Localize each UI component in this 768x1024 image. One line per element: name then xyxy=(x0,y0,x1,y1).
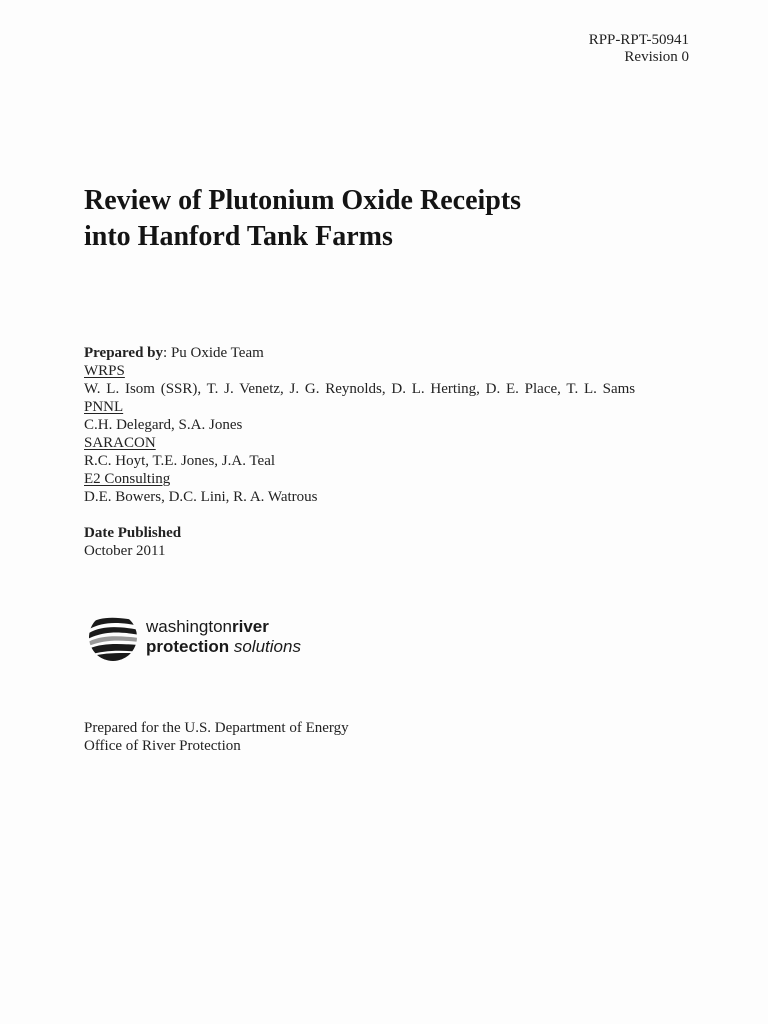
org-wrps-names: W. L. Isom (SSR), T. J. Venetz, J. G. Reynolds, D. L. Herting, D. E. Place, T. L. Sams xyxy=(84,381,636,397)
title-line-2: into Hanford Tank Farms xyxy=(84,221,393,252)
document-number: RPP-RPT-50941 xyxy=(588,32,689,48)
org-pnnl-names: C.H. Delegard, S.A. Jones xyxy=(84,417,243,433)
document-revision: Revision 0 xyxy=(624,49,689,65)
prepared-for-line-1: Prepared for the U.S. Department of Energy xyxy=(84,720,349,736)
date-published-value: October 2011 xyxy=(84,543,166,559)
logo-word-protection: protection xyxy=(146,637,230,656)
logo-word-washington: washington xyxy=(146,617,233,636)
logo-row-2 xyxy=(146,637,301,657)
org-e2-consulting-names: D.E. Bowers, D.C. Lini, R. A. Watrous xyxy=(84,489,318,505)
logo-wordmark xyxy=(146,617,301,657)
logo-word-solutions: solutions xyxy=(233,637,301,656)
prepared-by-value: Pu Oxide Team xyxy=(167,345,264,361)
wrps-logo xyxy=(88,608,301,666)
prepared-by-label: Prepared by xyxy=(84,345,164,361)
logo-row-1 xyxy=(146,617,301,637)
prepared-for-line-2: Office of River Protection xyxy=(84,738,241,754)
document-title xyxy=(84,183,684,255)
prepared-by-separator: : xyxy=(163,345,168,361)
org-saracon-names: R.C. Hoyt, T.E. Jones, J.A. Teal xyxy=(84,453,276,469)
prepared-by-section xyxy=(84,344,635,506)
prepared-by-line xyxy=(84,344,635,362)
org-wrps: WRPS xyxy=(84,363,125,379)
org-pnnl: PNNL xyxy=(84,399,124,415)
wave-stripes-logo-icon xyxy=(88,612,138,662)
logo-word-river: river xyxy=(232,617,269,636)
org-e2-consulting: E2 Consulting xyxy=(84,471,171,487)
prepared-for-section xyxy=(84,719,349,755)
org-saracon: SARACON xyxy=(84,435,156,451)
date-published-section xyxy=(84,524,181,560)
document-id-block xyxy=(589,32,689,66)
date-published-label: Date Published xyxy=(84,525,182,541)
title-line-1: Review of Plutonium Oxide Receipts xyxy=(84,185,522,216)
